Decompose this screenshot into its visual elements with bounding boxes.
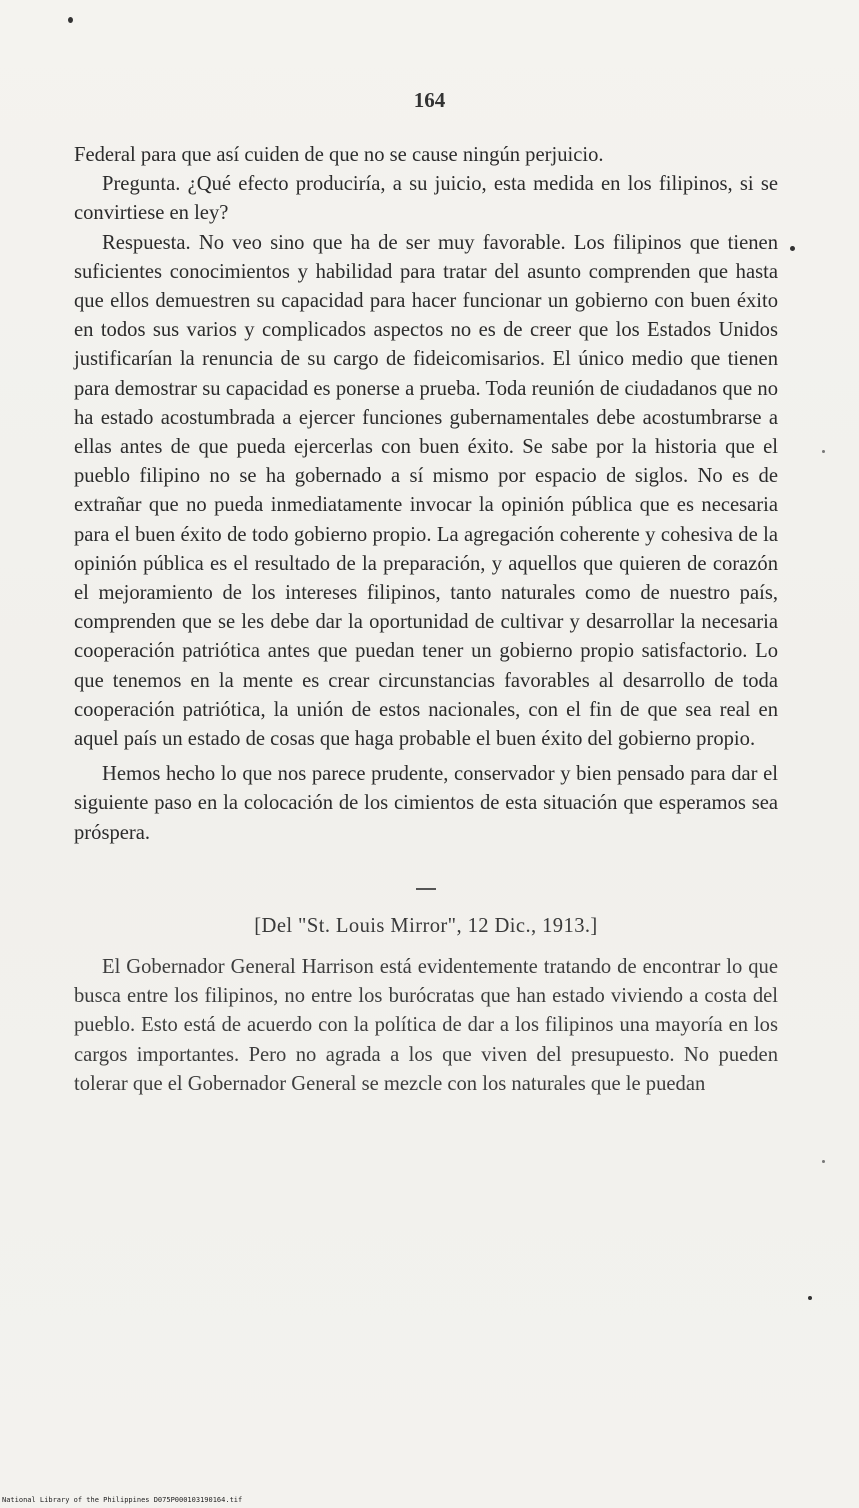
scan-speck — [790, 246, 795, 251]
scan-speck — [822, 1160, 825, 1163]
section-divider — [416, 888, 436, 890]
paragraph-closing: Hemos hecho lo que nos parece prudente, conservador y bien pensado para dar el siguiente paso en la colocación de los cimientos de esta situación que esperamos sea próspera. — [74, 763, 778, 844]
scan-speck — [808, 1296, 812, 1300]
scan-speck — [822, 450, 825, 453]
body-text — [74, 141, 778, 1099]
scan-speck — [68, 17, 73, 23]
paragraph-mirror-article: El Gobernador General Harrison está evidentemente tratando de encontrar lo que busca entre los filipinos, no entre los burócratas que han estado viviendo a costa del pueblo. Esto está de acuerdo con la política de dar a los filipinos una mayoría en los cargos importantes. Pero no agrada a los que viven del presupuesto. No pueden tolerar que el Gobernador General se mezcle con los naturales que le puedan — [74, 956, 778, 1095]
source-citation-heading: [Del "St. Louis Mirror", 12 Dic., 1913.] — [254, 914, 598, 937]
page-number: 164 — [413, 88, 446, 112]
archive-footer-reference: National Library of the Philippines D075P000103190164.tif — [2, 1496, 243, 1504]
paragraph-continuation: Federal para que así cuiden de que no se cause ningún perjuicio. — [74, 144, 604, 166]
paragraph-answer: Respuesta. No veo sino que ha de ser muy favorable. Los filipinos que tienen suficientes conocimientos y habilidad para tratar del asunto comprenden que hasta que ellos demuestren su capacidad para hacer funcionar un gobierno con buen éxito en todos sus varios y complicados aspectos no es de creer que los Estados Unidos justificarían la renuncia de su cargo de fideicomisarios. El único medio que tienen para demostrar su capacidad es ponerse a prueba. Toda reunión de ciudadanos que no ha estado acostumbrada a ejercer funciones gubernamentales debe acostumbrarse a ellas antes de que pueda ejercerlas con buen éxito. Se sabe por la historia que el pueblo filipino no se ha gobernado a sí mismo por espacio de siglos. No es de extrañar que no pueda inmediatamente invocar la opinión pública que es necesaria para el buen éxito de todo gobierno propio. La agregación coherente y cohesiva de la opinión pública es el resultado de la preparación, y aquellos que quieren de corazón el mejoramiento de los intereses filipinos, tanto naturales como de nuestro país, comprenden que se les debe dar la oportunidad de cultivar y desarrollar la necesaria cooperación patriótica antes que puedan tener un gobierno propio satisfactorio. Lo que tenemos en la mente es crear circunstancias favorables al desarrollo de toda cooperación patriótica, la unión de estos nacionales, con el fin de que sea real en aquel país un estado de cosas que haga probable el buen éxito del gobierno propio. — [74, 231, 778, 751]
paragraph-question: Pregunta. ¿Qué efecto produciría, a su juicio, esta medida en los filipinos, si se convirtiese en ley? — [74, 173, 778, 225]
